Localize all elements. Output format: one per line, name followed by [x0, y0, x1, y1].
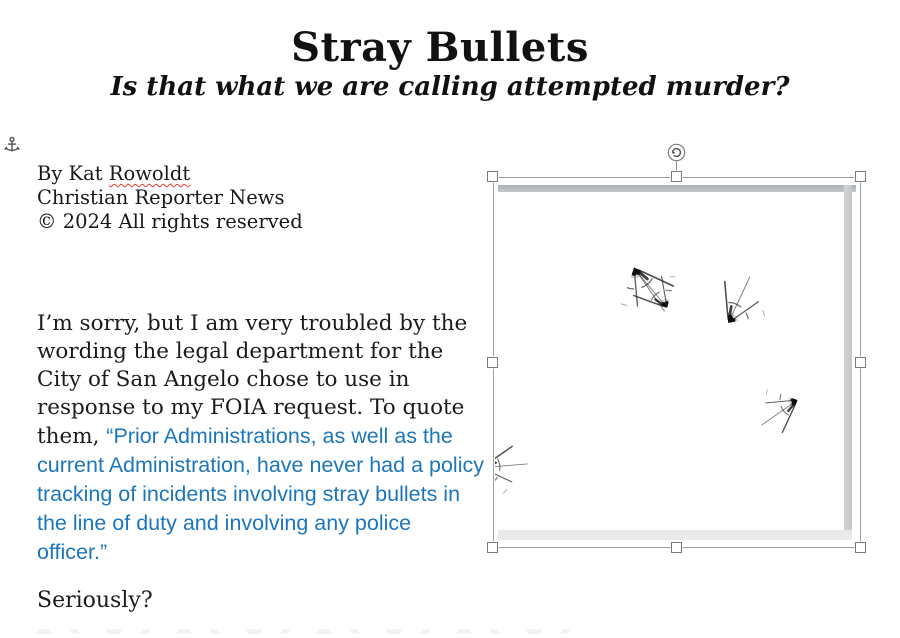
byline-organization: Christian Reporter News	[37, 186, 285, 209]
resize-handle-middle-left[interactable]	[487, 357, 498, 368]
byline-author	[37, 162, 303, 186]
byline-author-name: Rowoldt	[108, 162, 191, 185]
resize-handle-bottom-left[interactable]	[487, 542, 498, 553]
rotate-handle[interactable]	[667, 143, 686, 162]
byline-copyright: © 2024 All rights reserved	[37, 210, 303, 233]
page-title: Stray Bullets	[291, 24, 589, 71]
resize-handle-top-center[interactable]	[671, 171, 682, 182]
byline	[37, 162, 303, 234]
picture-frame-right-edge	[844, 185, 852, 536]
picture-frame-top-edge	[498, 185, 856, 192]
paragraph-lead-text: I’m sorry, but I am very troubled by the wording the legal department for the City of San Angelo chose to use in response to my FOIA request. To quote them,	[37, 311, 468, 449]
article-paragraph	[37, 310, 485, 567]
cutoff-text-line	[37, 629, 597, 634]
selected-image[interactable]	[493, 177, 861, 548]
anchor-icon[interactable]	[4, 136, 20, 154]
resize-handle-bottom-center[interactable]	[671, 542, 682, 553]
resize-handle-middle-right[interactable]	[855, 357, 866, 368]
foia-quote-text: “Prior Administrations, as well as the current Administration, have never had a policy tracking of incidents involving stray bullets in the line of duty and involving any police officer.”	[37, 424, 484, 564]
selected-image-region	[487, 140, 872, 560]
page-subtitle: Is that what we are calling attempted murder?	[110, 72, 790, 102]
closing-line: Seriously?	[37, 588, 153, 613]
resize-handle-top-right[interactable]	[855, 171, 866, 182]
resize-handle-bottom-right[interactable]	[855, 542, 866, 553]
resize-handle-top-left[interactable]	[487, 171, 498, 182]
bullet-hole-icon	[495, 404, 622, 545]
bullet-holes-picture	[495, 179, 859, 546]
byline-prefix: By Kat	[37, 162, 109, 185]
